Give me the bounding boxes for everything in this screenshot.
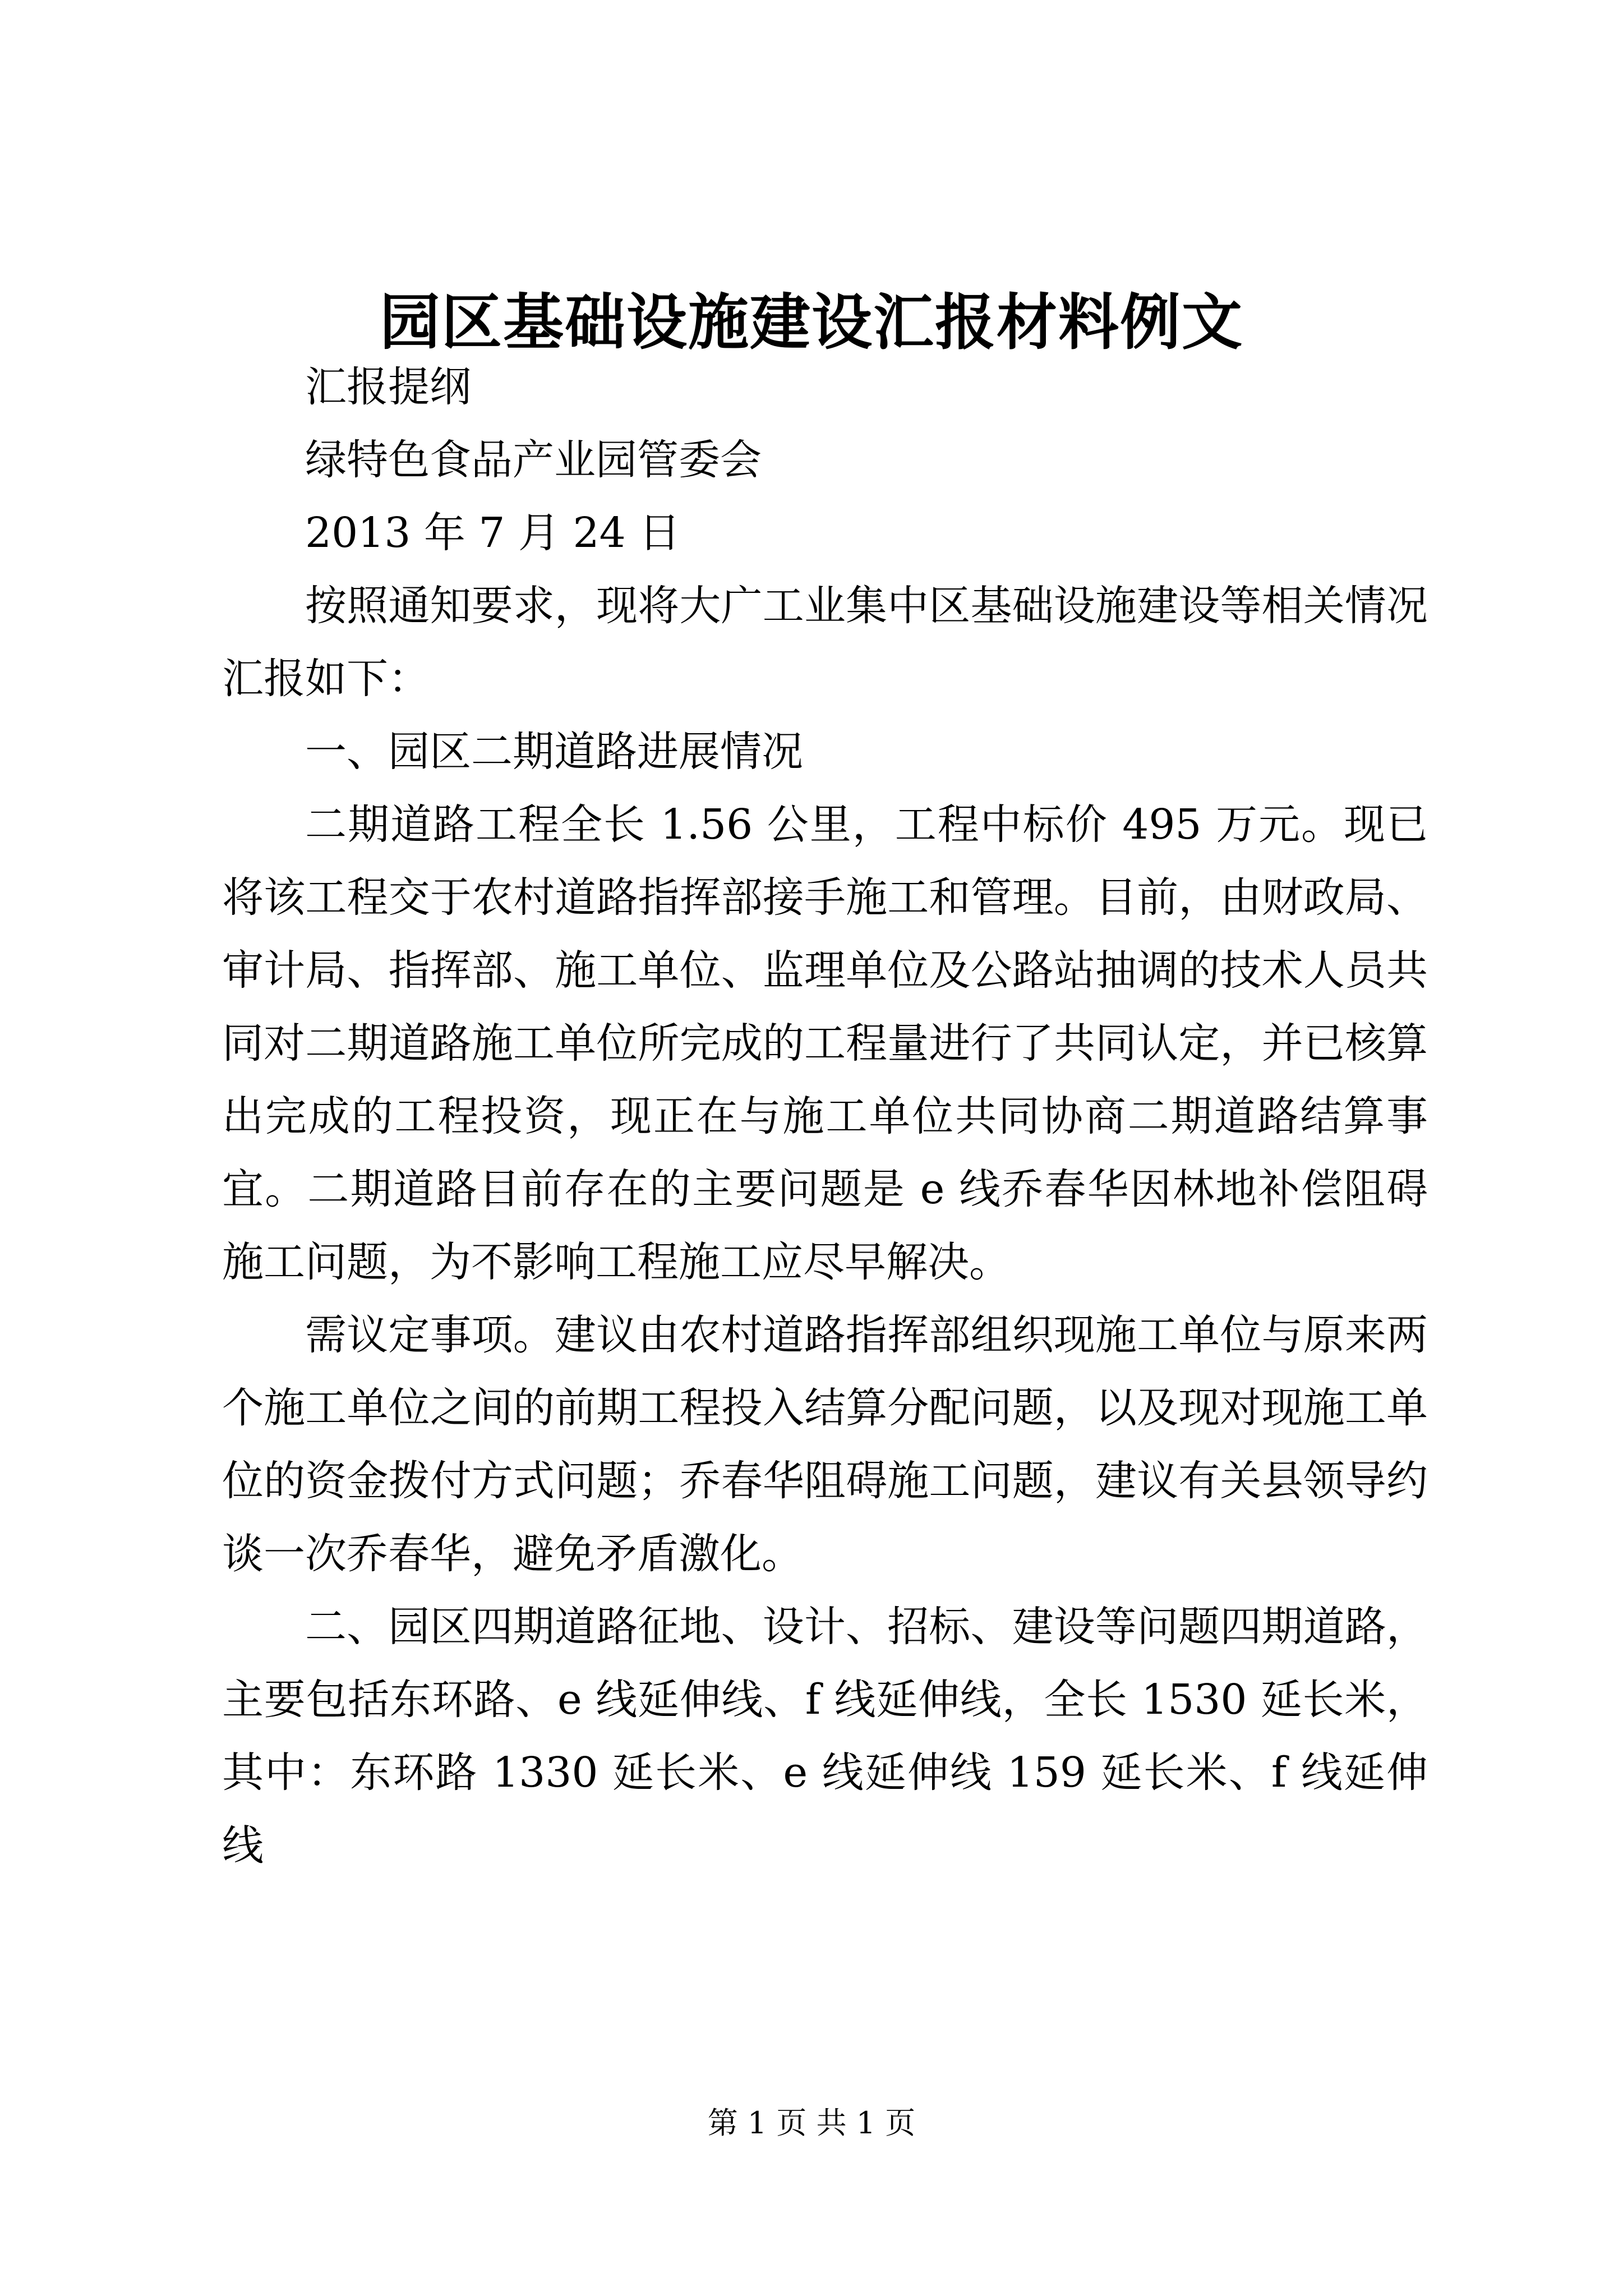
- paragraph-organization: 绿特色食品产业园管委会: [305, 436, 762, 484]
- paragraph-section-1-heading: 一、园区二期道路进展情况: [305, 728, 803, 776]
- document-title: 园区基础设施建设汇报材料例文: [379, 287, 1243, 358]
- document-body: [222, 351, 1428, 1882]
- paragraph-date: 2013 年 7 月 24 日: [305, 509, 681, 557]
- paragraph-section-1-body: 二期道路工程全长 1.56 公里，工程中标价 495 万元。现已将该工程交于农村道路指挥部接手施工和管理。目前，由财政局、审计局、指挥部、施工单位、监理单位及公路站抽调的技术人员共同对二期道路施工单位所完成的工程量进行了共同认定，并已核算出完成的工程投资，现正在与施工单位共同协商二期道路结算事宜。二期道路目前存在的主要问题是 e 线乔春华因林地补偿阻碍施工问题，为不影响工程施工应尽早解决。: [222, 800, 1428, 1286]
- page-footer: 第 1 页 共 1 页: [707, 2105, 916, 2141]
- paragraph-section-2: 二、园区四期道路征地、设计、招标、建设等问题四期道路，主要包括东环路、e 线延伸线、f 线延伸线，全长 1530 延长米，其中：东环路 1330 延长米、e 线延伸线 159 延长米、f 线延伸线: [222, 1603, 1428, 1870]
- paragraph-matters-to-decide: 需议定事项。建议由农村道路指挥部组织现施工单位与原来两个施工单位之间的前期工程投入结算分配问题，以及现对现施工单位的资金拨付方式问题；乔春华阻碍施工问题，建议有关县领导约谈一次乔春华，避免矛盾激化。: [222, 1311, 1428, 1578]
- paragraph-intro: 按照通知要求，现将大广工业集中区基础设施建设等相关情况汇报如下：: [222, 582, 1428, 703]
- paragraph-outline: 汇报提纲: [305, 363, 471, 411]
